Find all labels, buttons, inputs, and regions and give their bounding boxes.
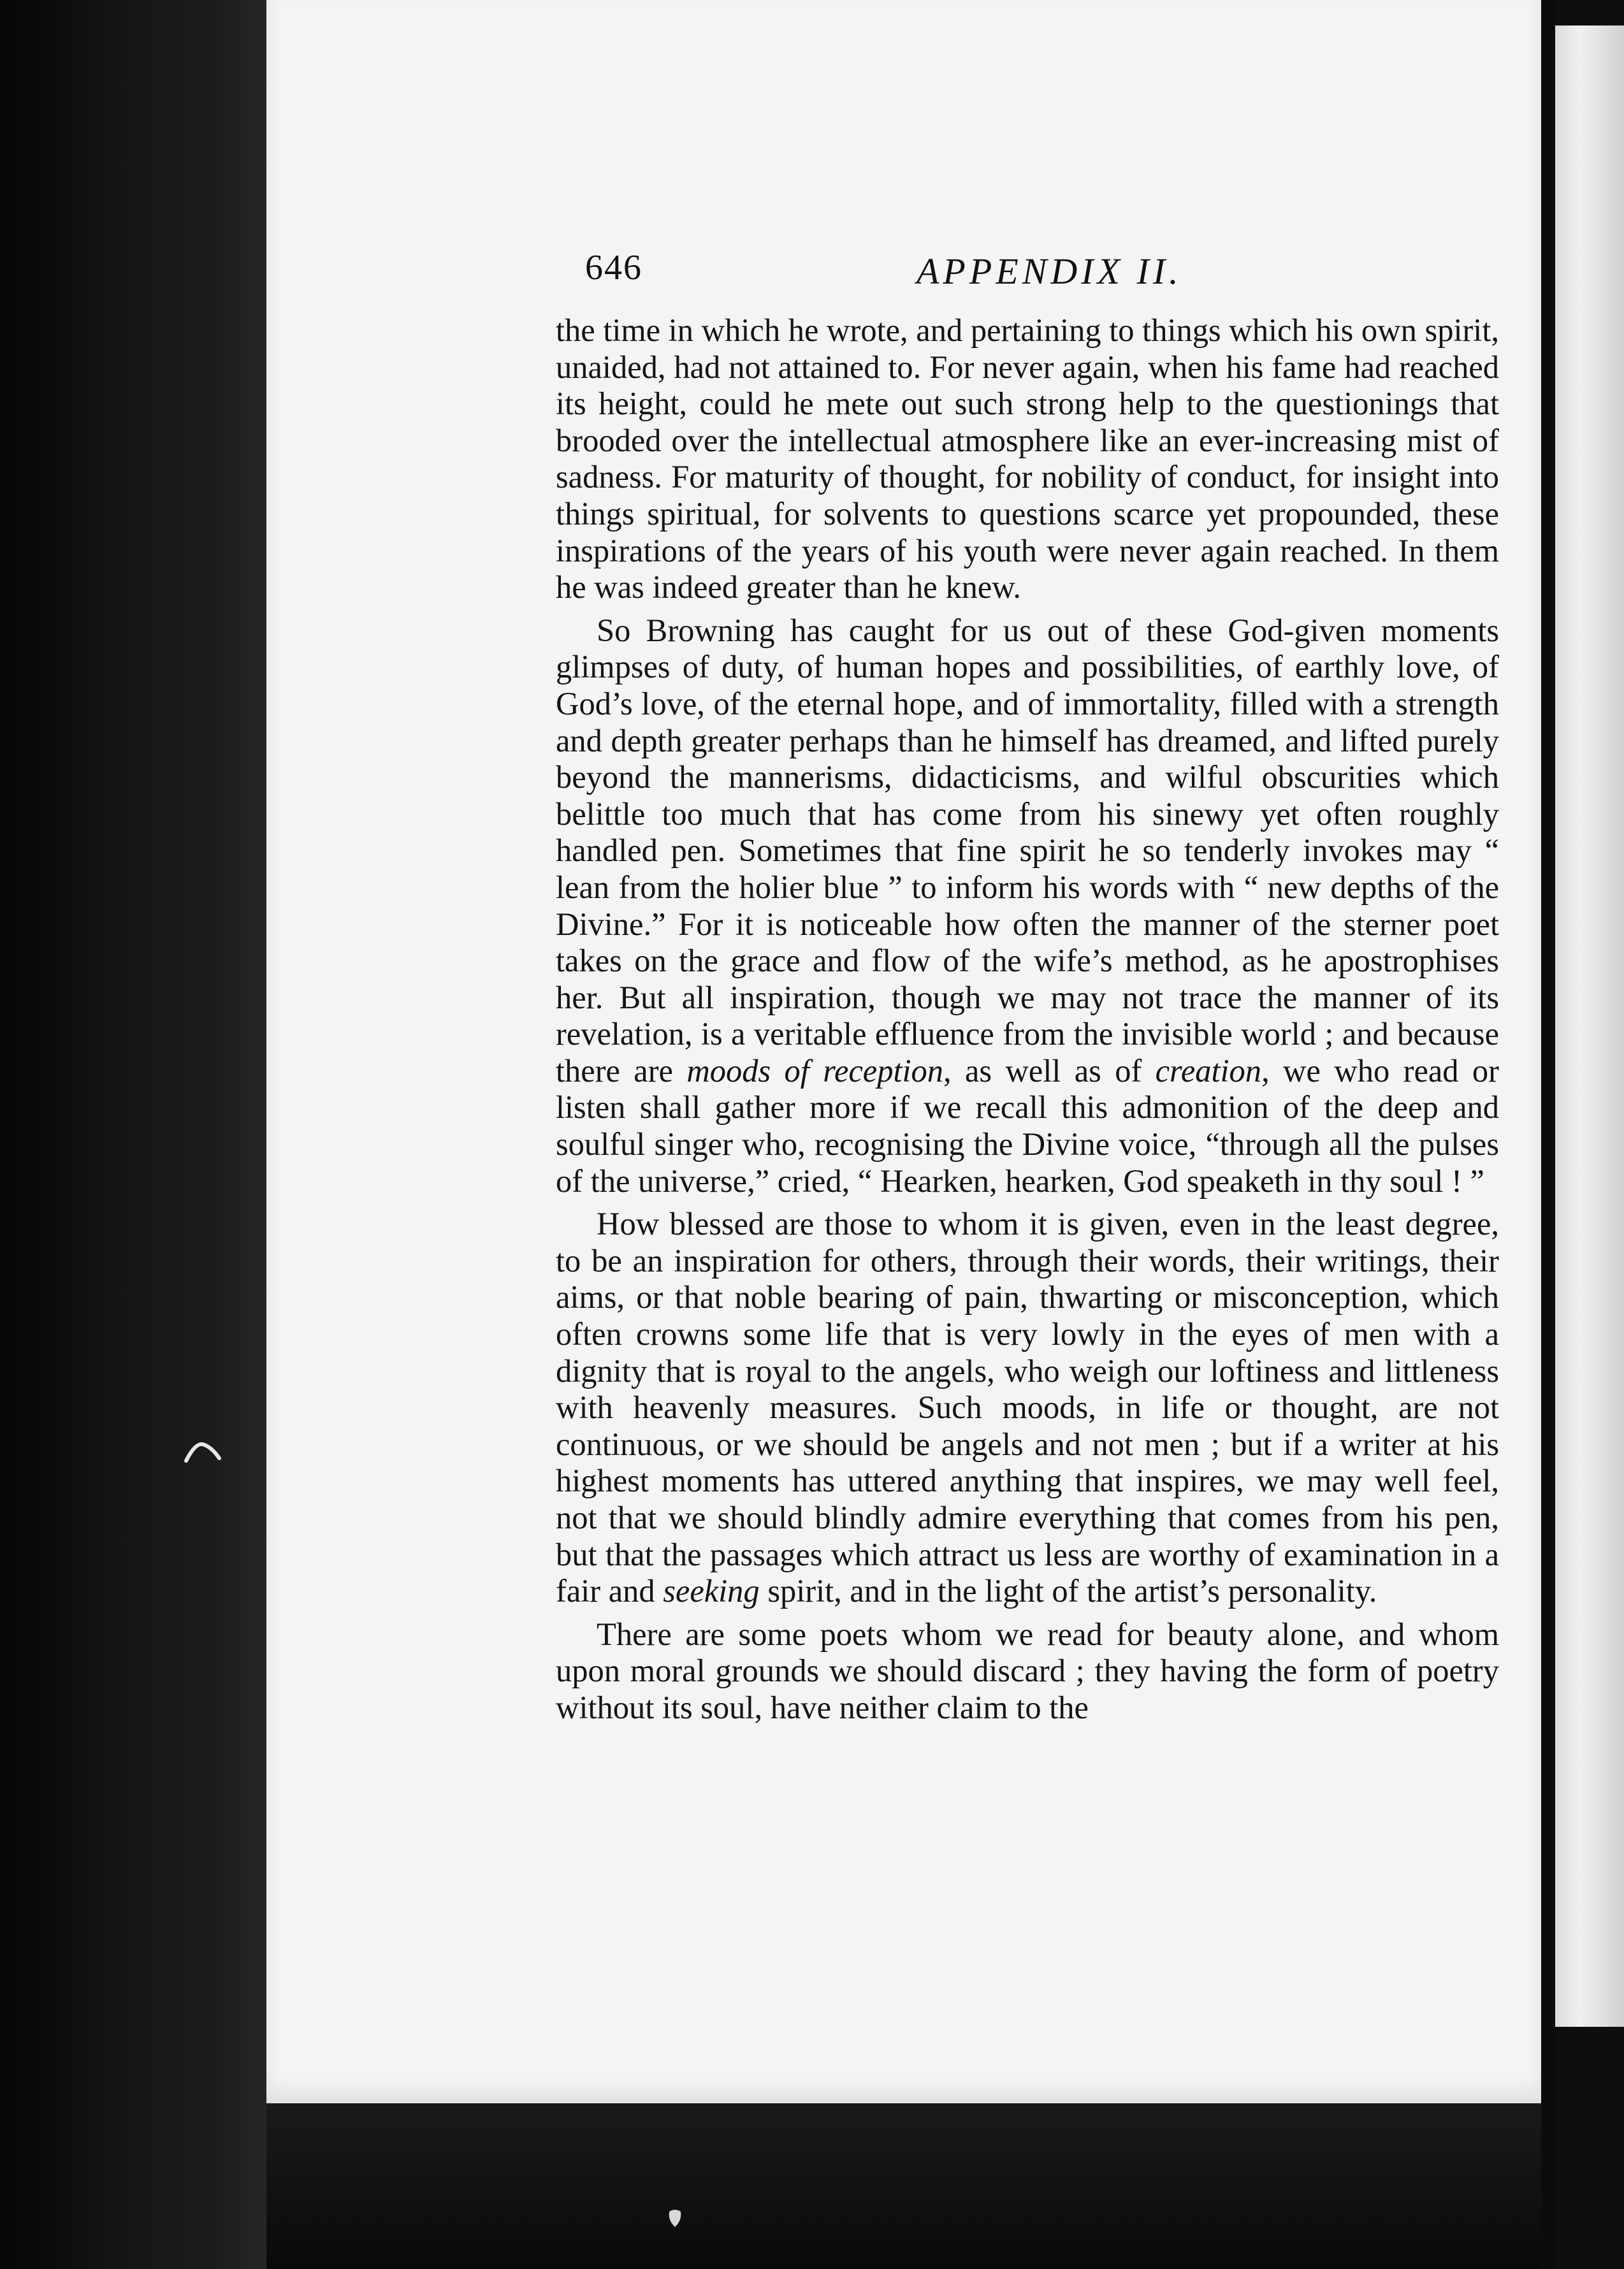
scan-speck-mark-icon — [184, 1439, 222, 1465]
scan-speck-dot-icon — [665, 2207, 685, 2229]
paragraph-4 — [556, 1616, 1499, 1727]
book-binding-edge — [0, 0, 268, 2269]
paragraph-2-text-c: , we who read or listen shall gather more if we recall this admonition of the deep and soulful singer who, recognising the Divine voice, “through all the pulses of the universe,” cried, “ Hearken, hearken, God speaketh in thy soul ! ” — [556, 1052, 1499, 1199]
paragraph-3-italic-seeking: seeking — [663, 1573, 760, 1609]
paragraph-2-text-b: , as well as of — [943, 1052, 1156, 1089]
next-page-edge — [1555, 25, 1624, 2027]
running-head: APPENDIX II. — [917, 250, 1182, 292]
paragraph-3-text-b: spirit, and in the light of the artist’s personality. — [759, 1573, 1377, 1609]
page-gutter — [1541, 0, 1555, 2269]
paragraph-2 — [556, 613, 1499, 1200]
paragraph-4-text: There are some poets whom we read for beauty alone, and whom upon moral grounds we should discard ; they having the form of poetry without its soul, have neither claim to the — [556, 1616, 1499, 1725]
paragraph-2-text-a: So Browning has caught for us out of these God-given moments glimpses of duty, of human hopes and possibilities, of earthly love, of God’s love, of the eternal hope, and of immortality, filled with a strength and depth greater perhaps than he himself has dreamed, and lifted purely beyond the mannerisms, didacticisms, and wilful obscurities which belittle too much that has come from his sinewy yet often roughly handled pen. Sometimes that fine spirit he so tenderly invokes may “ lean from the holier blue ” to inform his words with “ new depths of the Divine.” For it is noticeable how often the manner of the sterner poet takes on the grace and flow of the wife’s method, as he apostrophises her. But all inspiration, though we may not trace the manner of its revelation, is a veritable effluence from the invisible world ; and because there are — [556, 612, 1499, 1089]
page-header — [585, 247, 1500, 298]
paragraph-1 — [556, 312, 1499, 606]
paragraph-2-italic-creation: creation — [1155, 1052, 1262, 1089]
body-text — [556, 312, 1499, 1727]
page-number: 646 — [585, 248, 642, 287]
paragraph-3 — [556, 1206, 1499, 1610]
paragraph-2-italic-moods: moods of reception — [686, 1052, 944, 1089]
paragraph-3-text-a: How blessed are those to whom it is given, even in the least degree, to be an inspiration for others, through their words, their writings, their aims, or that noble bearing of pain, thwarting or misconception, which often crowns some life that is very lowly in the eyes of men with a dignity that is royal to the angels, who weigh our loftiness and littleness with heavenly measures. Such moods, in life or thought, are not continuous, or we should be angels and not men ; but if a writer at his highest moments has uttered anything that inspires, we may well feel, not that we should blindly admire everything that comes from his pen, but that the passages which attract us less are worthy of examination in a fair and — [556, 1206, 1499, 1609]
page-bottom-shadow — [266, 2103, 1541, 2269]
paragraph-1-text: the time in which he wrote, and pertaining to things which his own spirit, unaided, had not attained to. For never again, when his fame had reached its height, could he mete out such strong help to the questionings that brooded over the intellectual atmosphere like an ever-increasing mist of sadness. For maturity of thought, for nobility of conduct, for insight into things spiritual, for solvents to questions scarce yet propounded, these inspirations of the years of his youth were never again reached. In them he was indeed greater than he knew. — [556, 312, 1499, 605]
